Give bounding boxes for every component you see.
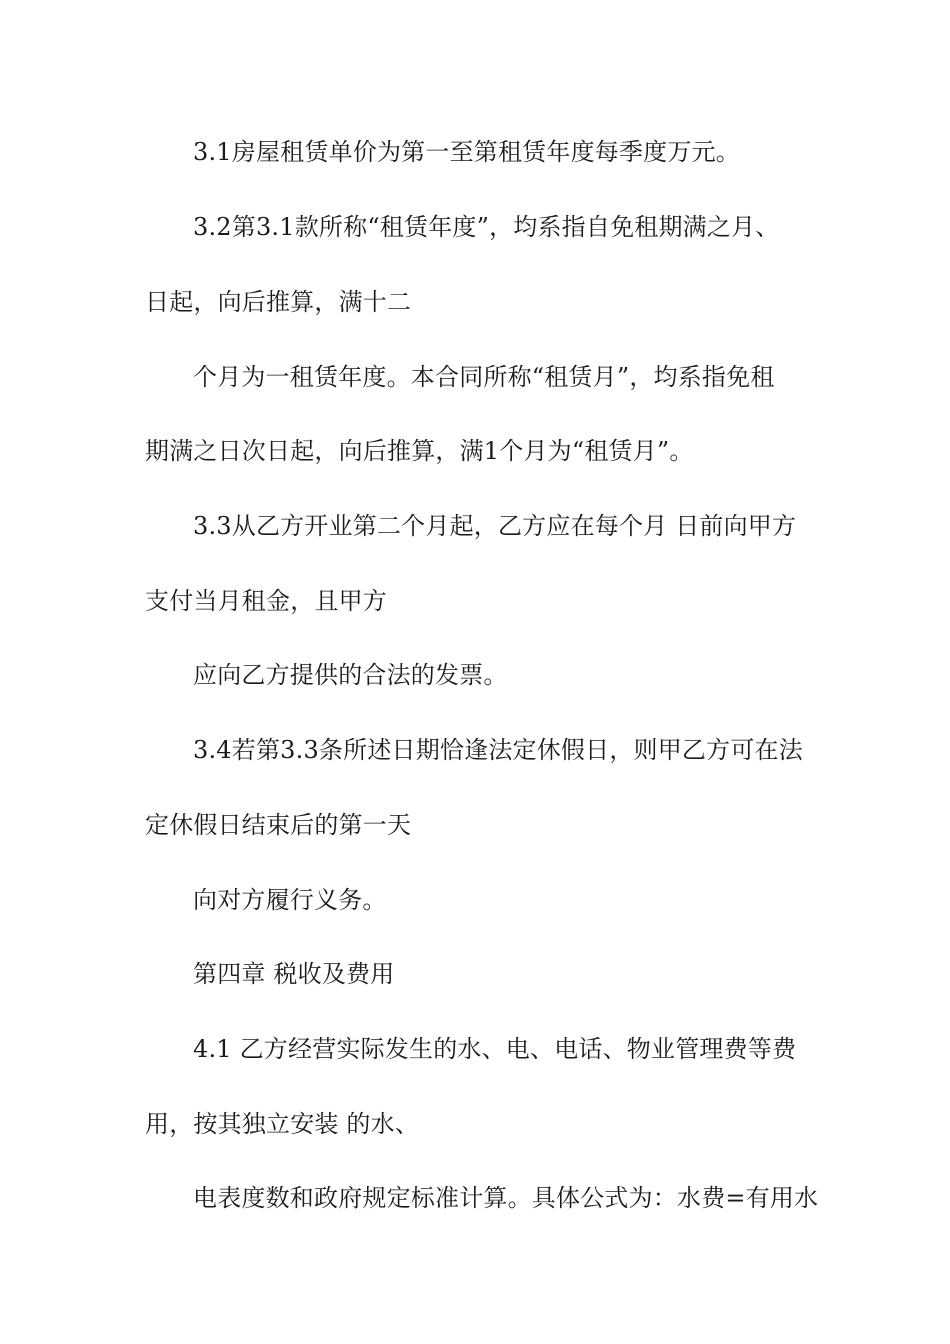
clause-3-4-line-3: 向对方履行义务。 [193,886,387,914]
clause-3-3-line-1: 3.3从乙方开业第二个月起，乙方应在每个月 日前向甲方 [193,512,797,540]
chapter-4-heading: 第四章 税收及费用 [193,960,395,988]
clause-3-3-line-2: 支付当月租金，且甲方 [145,587,387,615]
clause-3-4-line-1: 3.4若第3.3条所述日期恰逢法定休假日，则甲乙方可在法 [193,736,803,764]
clause-4-1-line-2: 用，按其独立安装 的水、 [145,1110,420,1138]
clause-3-2-line-4: 期满之日次日起，向后推算，满1个月为“租赁月”。 [145,437,694,465]
clause-3-2-line-1: 3.2第3.1款所称“租赁年度”，均系指自免租期满之月、 [193,213,780,241]
clause-3-2-line-3: 个月为一租赁年度。本合同所称“租赁月”，均系指免租 [193,363,775,391]
clause-3-2-line-2: 日起，向后推算，满十二 [145,288,412,316]
clause-3-1-line: 3.1房屋租赁单价为第一至第租赁年度每季度万元。 [193,138,740,166]
clause-3-3-line-3: 应向乙方提供的合法的发票。 [193,661,508,689]
clause-4-1-line-3: 电表度数和政府规定标准计算。具体公式为：水费=有用水 [193,1184,819,1212]
clause-3-4-line-2: 定休假日结束后的第一天 [145,811,412,839]
clause-4-1-line-1: 4.1 乙方经营实际发生的水、电、电话、物业管理费等费 [193,1035,797,1063]
